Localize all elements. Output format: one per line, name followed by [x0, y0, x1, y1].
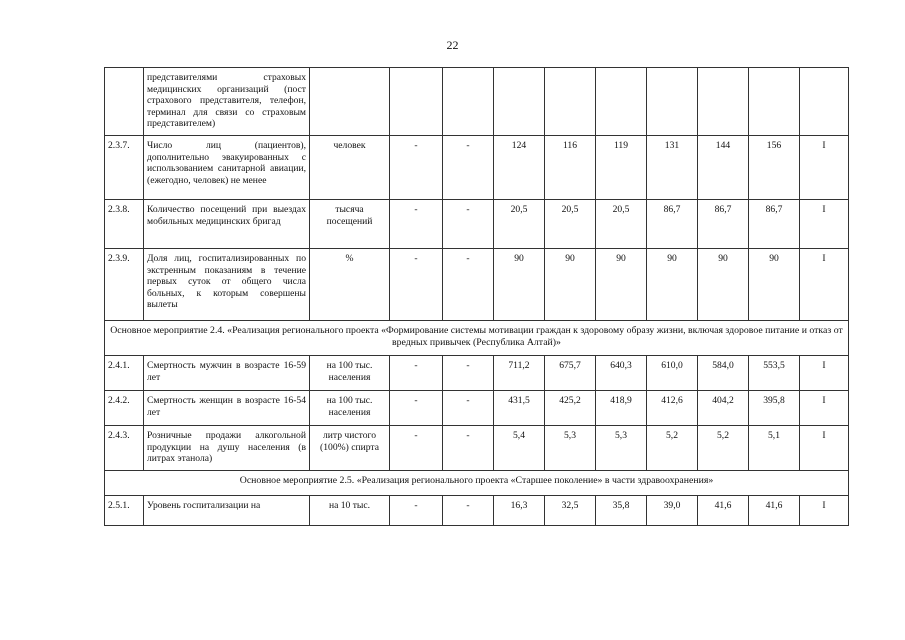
indicator-value: -	[443, 391, 494, 426]
indicator-value: 395,8	[749, 391, 800, 426]
table-row	[105, 200, 849, 249]
indicator-value	[647, 68, 698, 136]
indicator-value: 20,5	[596, 200, 647, 249]
indicator-value: 32,5	[545, 496, 596, 526]
indicator-value: -	[390, 496, 443, 526]
indicator-value: 5,2	[647, 426, 698, 471]
indicator-unit: на 10 тыс.	[310, 496, 390, 526]
indicator-value: 90	[698, 249, 749, 321]
indicator-value: -	[390, 391, 443, 426]
section-row	[105, 471, 849, 496]
indicator-value: 431,5	[494, 391, 545, 426]
section-row	[105, 321, 849, 356]
indicator-name: Число лиц (пациентов), дополнительно эвакуированных с использованием санитарной авиации, (ежегодно, человек) не менее	[144, 136, 310, 200]
indicator-value: 16,3	[494, 496, 545, 526]
indicator-value: 124	[494, 136, 545, 200]
indicator-value: 20,5	[545, 200, 596, 249]
indicator-unit: литр чистого (100%) спирта	[310, 426, 390, 471]
indicator-value: I	[800, 200, 849, 249]
table-row	[105, 249, 849, 321]
indicator-value: -	[443, 426, 494, 471]
indicator-number: 2.5.1.	[105, 496, 144, 526]
indicator-value: 39,0	[647, 496, 698, 526]
indicator-unit: на 100 тыс. населения	[310, 356, 390, 391]
table-row	[105, 68, 849, 136]
indicator-number	[105, 68, 144, 136]
indicator-value: 156	[749, 136, 800, 200]
indicator-value: 86,7	[698, 200, 749, 249]
indicator-unit: %	[310, 249, 390, 321]
indicator-value	[494, 68, 545, 136]
indicators-table	[104, 67, 849, 526]
indicator-name: представителями страховых медицинских организаций (пост страхового представителя, телефон, терминал для связи со страховым представителем)	[144, 68, 310, 136]
indicator-value: I	[800, 356, 849, 391]
indicator-value: I	[800, 391, 849, 426]
indicator-value: -	[443, 249, 494, 321]
indicator-value: 412,6	[647, 391, 698, 426]
indicator-value	[698, 68, 749, 136]
indicator-name: Розничные продажи алкогольной продукции на душу населения (в литрах этанола)	[144, 426, 310, 471]
indicator-value: -	[390, 356, 443, 391]
indicator-value: 90	[494, 249, 545, 321]
indicator-value: 711,2	[494, 356, 545, 391]
indicator-value: -	[443, 200, 494, 249]
indicator-value: 86,7	[647, 200, 698, 249]
indicator-value: I	[800, 496, 849, 526]
indicator-number: 2.3.7.	[105, 136, 144, 200]
indicator-value: 425,2	[545, 391, 596, 426]
indicator-value: 584,0	[698, 356, 749, 391]
indicator-value: 5,3	[596, 426, 647, 471]
indicator-value: 35,8	[596, 496, 647, 526]
page-number: 22	[446, 38, 459, 52]
indicator-value: 5,1	[749, 426, 800, 471]
indicator-value: -	[390, 426, 443, 471]
indicator-value: 90	[596, 249, 647, 321]
indicator-value: I	[800, 136, 849, 200]
indicator-value: -	[390, 249, 443, 321]
table-row	[105, 496, 849, 526]
indicator-value: 90	[749, 249, 800, 321]
indicator-name: Уровень госпитализации на	[144, 496, 310, 526]
indicator-value: 116	[545, 136, 596, 200]
indicator-value: -	[443, 136, 494, 200]
indicator-value: 404,2	[698, 391, 749, 426]
indicator-value: 5,2	[698, 426, 749, 471]
indicator-value: 131	[647, 136, 698, 200]
indicator-value: 610,0	[647, 356, 698, 391]
table-row	[105, 426, 849, 471]
indicator-value: 418,9	[596, 391, 647, 426]
indicator-number: 2.3.8.	[105, 200, 144, 249]
indicator-name: Доля лиц, госпитализированных по экстренным показаниям в течение первых суток от общего числа больных, к которым совершены вылеты	[144, 249, 310, 321]
indicators-table-body	[105, 68, 849, 526]
indicator-value	[390, 68, 443, 136]
indicator-unit: тысяча посещений	[310, 200, 390, 249]
indicator-value: 553,5	[749, 356, 800, 391]
indicator-value: -	[443, 356, 494, 391]
table-row	[105, 356, 849, 391]
indicator-number: 2.4.1.	[105, 356, 144, 391]
indicator-value: 41,6	[698, 496, 749, 526]
indicator-value: 41,6	[749, 496, 800, 526]
indicator-value: -	[390, 136, 443, 200]
indicator-value	[800, 68, 849, 136]
indicator-value	[545, 68, 596, 136]
indicator-value: 20,5	[494, 200, 545, 249]
indicator-number: 2.4.3.	[105, 426, 144, 471]
indicator-value: I	[800, 249, 849, 321]
indicator-value: 86,7	[749, 200, 800, 249]
indicator-value: 119	[596, 136, 647, 200]
indicator-value: 144	[698, 136, 749, 200]
indicator-number: 2.3.9.	[105, 249, 144, 321]
indicator-value	[443, 68, 494, 136]
section-title: Основное мероприятие 2.4. «Реализация регионального проекта «Формирование системы мотивации граждан к здоровому образу жизни, включая здоровое питание и отказ от вредных привычек (Республика Алтай)»	[105, 321, 849, 356]
indicator-value: 5,4	[494, 426, 545, 471]
indicator-value: 90	[647, 249, 698, 321]
indicator-value: 675,7	[545, 356, 596, 391]
indicator-value	[749, 68, 800, 136]
indicator-value: 640,3	[596, 356, 647, 391]
table-row	[105, 391, 849, 426]
indicator-value: 90	[545, 249, 596, 321]
indicator-name: Смертность женщин в возрасте 16-54 лет	[144, 391, 310, 426]
indicator-unit: человек	[310, 136, 390, 200]
table-row	[105, 136, 849, 200]
indicator-value: -	[390, 200, 443, 249]
indicator-unit	[310, 68, 390, 136]
indicator-value	[596, 68, 647, 136]
indicator-name: Количество посещений при выездах мобильных медицинских бригад	[144, 200, 310, 249]
indicator-name: Смертность мужчин в возрасте 16-59 лет	[144, 356, 310, 391]
indicator-value: I	[800, 426, 849, 471]
indicator-number: 2.4.2.	[105, 391, 144, 426]
section-title: Основное мероприятие 2.5. «Реализация регионального проекта «Старшее поколение» в части здравоохранения»	[105, 471, 849, 496]
indicator-value: 5,3	[545, 426, 596, 471]
indicator-unit: на 100 тыс. населения	[310, 391, 390, 426]
indicator-value: -	[443, 496, 494, 526]
